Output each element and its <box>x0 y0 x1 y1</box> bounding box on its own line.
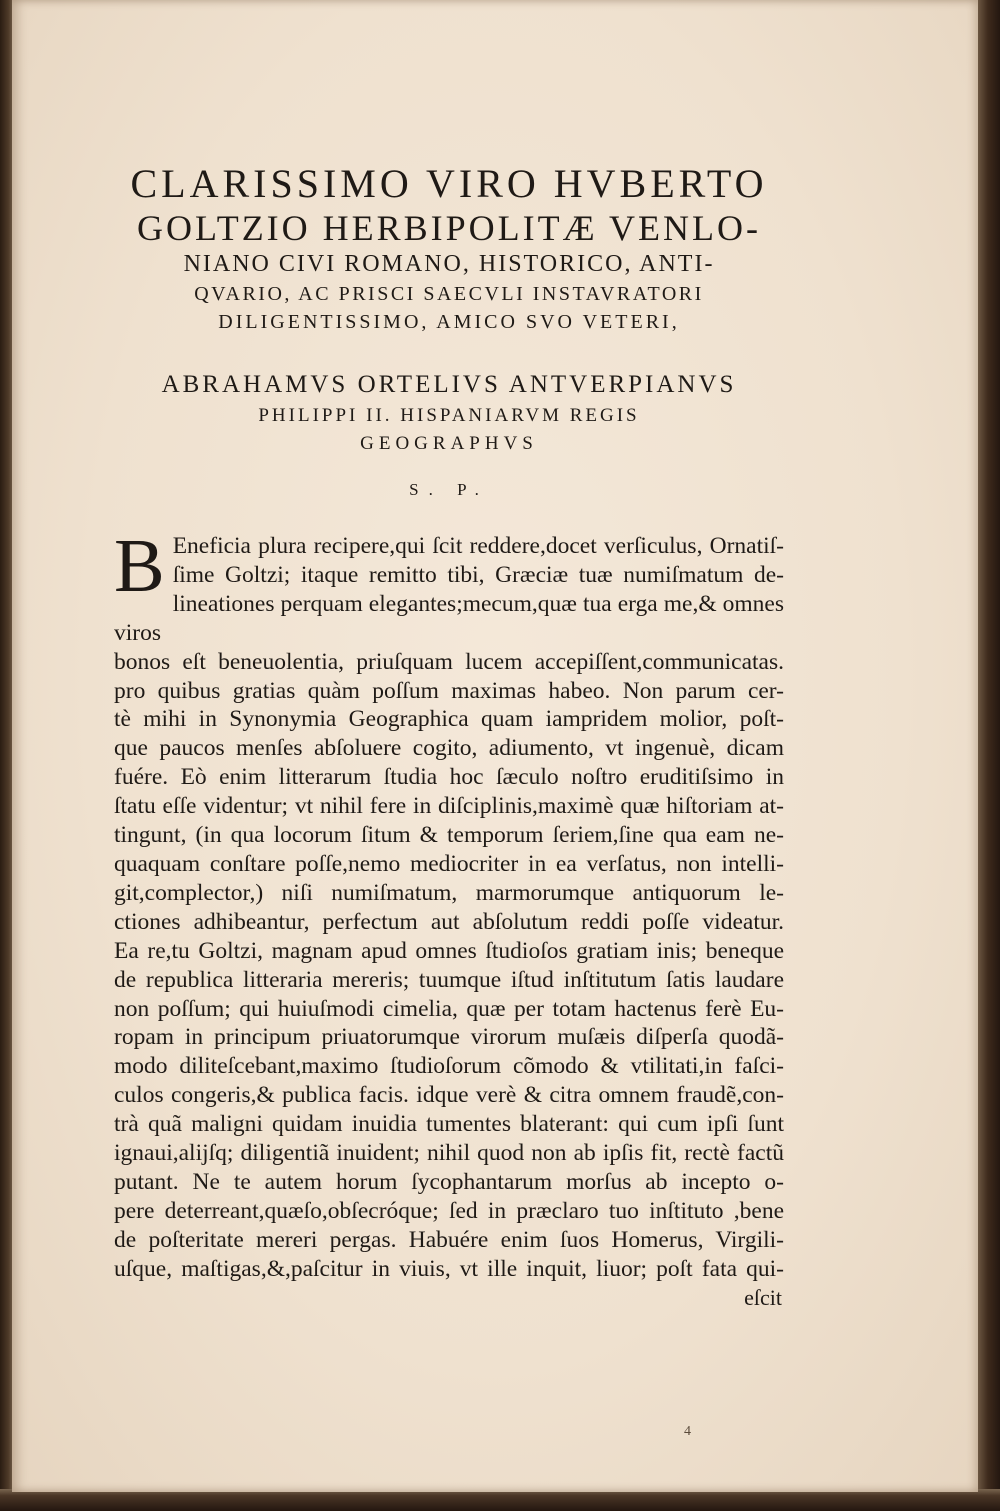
heading-line-5: DILIGENTISSIMO, AMICO SVO VETERI, <box>218 311 680 333</box>
signature-mark: 4 <box>684 1424 691 1439</box>
body-line: Ea re,tu Goltzi, magnam apud omnes ſtudioſos gratiam inis; beneque <box>114 937 784 964</box>
body-line: ropam in principum priuatorumque virorum muſæis diſperſa quodã- <box>114 1024 784 1051</box>
heading-line-4: QVARIO, AC PRISCI SAECVLI INSTAVRATORI <box>194 283 704 305</box>
body-line: putant. Ne te autem horum ſycophantarum morſus ab incepto o- <box>114 1168 784 1195</box>
body-line: ctiones adhibeantur, perfectum aut abſolutum reddi poſſe videatur. <box>114 908 784 935</box>
sender-block <box>114 368 784 502</box>
letter-content <box>114 162 784 1312</box>
body-line: de republica litteraria mereris; tuumque iſtud inſtitutum ſatis laudare <box>114 966 784 993</box>
body-line: trà quã maligni quidam inuidia tumentes blaterant: qui cum ipſi ſunt <box>114 1111 784 1138</box>
body-line: quaquam conſtare poſſe,nemo mediocriter in ea verſatus, non intelli- <box>114 850 784 877</box>
body-line: bonos eſt beneuolentia, priuſquam lucem accepiſſent,communicatas. <box>114 648 784 675</box>
book-bottom-edge <box>0 1489 1000 1511</box>
body-line: pere deterreant,quæſo,obſecróque; ſed in præclaro tuo inſtituto ,bene <box>114 1197 784 1224</box>
dedication-heading <box>114 162 784 336</box>
body-line: ſime Goltzi; itaque remitto tibi, Græciæ tuæ numiſmatum de- <box>172 561 784 588</box>
sender-role: GEOGRAPHVS <box>360 433 538 454</box>
page-leaf <box>12 0 978 1492</box>
heading-line-3: NIANO CIVI ROMANO, HISTORICO, ANTI- <box>183 251 715 277</box>
body-line: git,complector,) niſi numiſmatum, marmorumque antiquorum le- <box>114 879 784 906</box>
salutation: S. P. <box>409 480 489 499</box>
body-line: fuére. Eò enim litterarum ſtudia hoc ſæculo noſtro eruditiſsimo in <box>114 764 784 791</box>
body-line: de poſteritate mereri pergas. Habuére enim ſuos Homerus, Virgili- <box>114 1226 784 1253</box>
sender-title: PHILIPPI II. HISPANIARVM REGIS <box>258 405 640 426</box>
body-line: culos congeris,& publica facis. idque verè & citra omnem fraudẽ,con- <box>114 1082 784 1109</box>
sender-name: ABRAHAMVS ORTELIVS ANTVERPIANVS <box>161 371 737 398</box>
body-line: lineationes perquam elegantes;mecum,quæ tua erga me,& omnes viros <box>114 590 784 646</box>
body-line: ſtatu eſſe videntur; vt nihil fere in diſciplinis,maximè quæ hiſtoriam at- <box>114 793 784 820</box>
letter-body <box>114 524 784 1284</box>
heading-line-1: CLARISSIMO VIRO HVBERTO <box>130 161 768 206</box>
body-line: non poſſum; qui huiuſmodi cimelia, quæ per totam hactenus ferè Eu- <box>114 995 784 1022</box>
book-fore-edge <box>978 0 1000 1511</box>
heading-line-2: GOLTZIO HERBIPOLITÆ VENLO- <box>137 208 761 248</box>
body-line: modo dilitеſcebant,maximo ſtudioſorum cõmodo & vtilitati,in faſci- <box>114 1053 784 1080</box>
body-line: uſque, maſtigas,&,paſcitur in viuis, vt ille inquit, liuor; poſt fata qui- <box>114 1255 784 1282</box>
body-line: tè mihi in Synonymia Geographica quam iampridem molior, poſt- <box>114 706 784 733</box>
catchword: eſcit <box>744 1284 782 1310</box>
drop-capital: B <box>114 524 165 608</box>
body-line: tingunt, (in qua locorum ſitum & temporum ſeriem,ſine qua eam ne- <box>114 822 784 849</box>
body-line: pro quibus gratias quàm poſſum maximas habeo. Non parum cer- <box>114 677 784 704</box>
body-line: que paucos menſes abſoluere cogito, adiumento, vt ingenuè, dicam <box>114 735 784 762</box>
body-line: Eneficia plura recipere,qui ſcit reddere,docet verſiculus, Ornatiſ- <box>172 533 784 559</box>
body-line: ignaui,alijſq; diligentiã inuident; nihil quod non ab ipſis fit, rectè factũ <box>114 1140 784 1167</box>
